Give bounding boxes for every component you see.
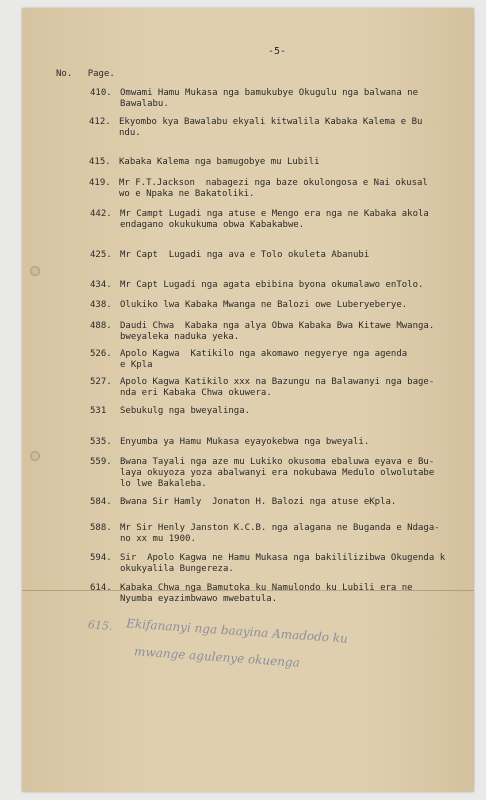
entry-text bbox=[120, 321, 434, 343]
entry-line: Ekyombo kya Bawalabu ekyali kitwalila Kabaka Kalema e Bu bbox=[119, 117, 423, 127]
handwritten-line-2: mwange agulenye okuenga bbox=[133, 644, 301, 670]
entry-text bbox=[120, 497, 396, 508]
entry-text bbox=[119, 117, 422, 139]
entry-line: lo lwe Bakaleba. bbox=[120, 479, 207, 489]
entry-text bbox=[120, 406, 250, 417]
handwritten-line-1: Ekifananyi nga baayina Amadodo ku bbox=[125, 616, 349, 646]
entry-line: bweyaleka naduka yeka. bbox=[120, 332, 240, 342]
entry-line: laya okuyoza yoza abalwanyi era nokubawa Medulo olwolutabe bbox=[120, 468, 435, 478]
entry-number: 434. bbox=[90, 280, 112, 290]
entry-text bbox=[120, 300, 407, 311]
entry-line: Mr F.T.Jackson nabagezi nga baze okulongosa e Nai okusal bbox=[119, 178, 428, 188]
entry-text bbox=[119, 157, 319, 168]
entry-number: 410. bbox=[90, 88, 112, 98]
entry-line: Kabaka Chwa nga Bamutoka ku Namulondo ku Lubili era ne bbox=[120, 583, 413, 593]
entry-line: Mr Campt Lugadi nga atuse e Mengo era nga ne Kabaka akola bbox=[120, 209, 429, 219]
entry-number: 419. bbox=[89, 178, 111, 188]
entry-line: Bwana Tayali nga aze mu Lukiko okusoma ebaluwa eyava e Bu- bbox=[120, 457, 435, 467]
entry-line: okukyalila Bungereza. bbox=[120, 564, 234, 574]
entry-number: 488. bbox=[90, 321, 112, 331]
entry-line: Olukiko lwa Kabaka Mwanga ne Balozi owe Luberyeberye. bbox=[120, 300, 408, 310]
column-headers bbox=[56, 69, 115, 80]
entry-text bbox=[119, 178, 428, 200]
entry-text bbox=[120, 583, 413, 605]
entry-text bbox=[120, 523, 440, 545]
entry-line: Nyumba eyazimbwawo mwebatula. bbox=[120, 594, 278, 604]
entry-line: Mr Capt Lugadi nga agata ebibina byona okumalawo enTolo. bbox=[120, 280, 424, 290]
entry-line: Mr Capt Lugadi nga ava e Tolo okuleta Abanubi bbox=[120, 250, 370, 260]
entry-line: Sebukulg nga bweyalinga. bbox=[120, 406, 251, 416]
entry-number: 442. bbox=[90, 209, 112, 219]
entry-number: 559. bbox=[90, 457, 112, 467]
punch-hole-top bbox=[30, 266, 40, 276]
entry-text bbox=[120, 88, 418, 110]
entry-number: 531 bbox=[90, 406, 107, 416]
entry-number: 527. bbox=[90, 377, 112, 387]
entry-line: Sir Apolo Kagwa ne Hamu Mukasa nga bakililizibwa Okugenda k bbox=[120, 553, 446, 563]
entry-line: Enyumba ya Hamu Mukasa eyayokebwa nga bweyali. bbox=[120, 437, 370, 447]
entry-number: 588. bbox=[90, 523, 112, 533]
entry-line: Bwana Sir Hamly Jonaton H. Balozi nga atuse eKpla. bbox=[120, 497, 397, 507]
header-page: Page. bbox=[87, 69, 115, 79]
entry-line: endagano okukukuma obwa Kabakabwe. bbox=[120, 220, 305, 230]
entry-number: 584. bbox=[90, 497, 112, 507]
entry-line: Kabaka Kalema nga bamugobye mu Lubili bbox=[119, 157, 320, 167]
entry-text bbox=[120, 553, 445, 575]
punch-hole-bottom bbox=[30, 451, 40, 461]
entry-line: Mr Sir Henly Janston K.C.B. nga alagana ne Buganda e Ndaga- bbox=[120, 523, 440, 533]
entry-line: ndu. bbox=[119, 128, 141, 138]
entry-text bbox=[120, 377, 434, 399]
entry-line: Apolo Kagwa Katikilo nga akomawo negyerye nga agenda bbox=[120, 349, 408, 359]
entry-text bbox=[120, 457, 434, 490]
entry-number: 594. bbox=[90, 553, 112, 563]
entry-line: Apolo Kagwa Katikilo xxx na Bazungu na Balawanyi nga bage- bbox=[120, 377, 435, 387]
entry-number: 614. bbox=[90, 583, 112, 593]
entry-text bbox=[120, 250, 369, 261]
entry-line: e Kpla bbox=[120, 360, 153, 370]
page-number: -5- bbox=[268, 46, 287, 57]
entry-line: nda eri Kabaka Chwa okuwera. bbox=[120, 388, 272, 398]
handwritten-number: 615. bbox=[87, 618, 113, 633]
entry-text bbox=[120, 280, 423, 291]
entry-number: 412. bbox=[89, 117, 111, 127]
entry-number: 425. bbox=[90, 250, 112, 260]
entry-number: 415. bbox=[89, 157, 111, 167]
entry-number: 535. bbox=[90, 437, 112, 447]
header-no: No. bbox=[56, 69, 73, 79]
entry-line: wo e Npaka ne Bakatoliki. bbox=[119, 189, 255, 199]
entry-line: Omwami Hamu Mukasa nga bamukubye Okugulu nga balwana ne bbox=[120, 88, 419, 98]
entry-line: Bawalabu. bbox=[120, 99, 169, 109]
entry-text bbox=[120, 437, 369, 448]
entry-text bbox=[120, 349, 407, 371]
entry-number: 438. bbox=[90, 300, 112, 310]
entry-text bbox=[120, 209, 429, 231]
entry-line: Daudi Chwa Kabaka nga alya Obwa Kabaka Bwa Kitawe Mwanga. bbox=[120, 321, 435, 331]
entry-number: 526. bbox=[90, 349, 112, 359]
entry-line: no xx mu 1900. bbox=[120, 534, 196, 544]
